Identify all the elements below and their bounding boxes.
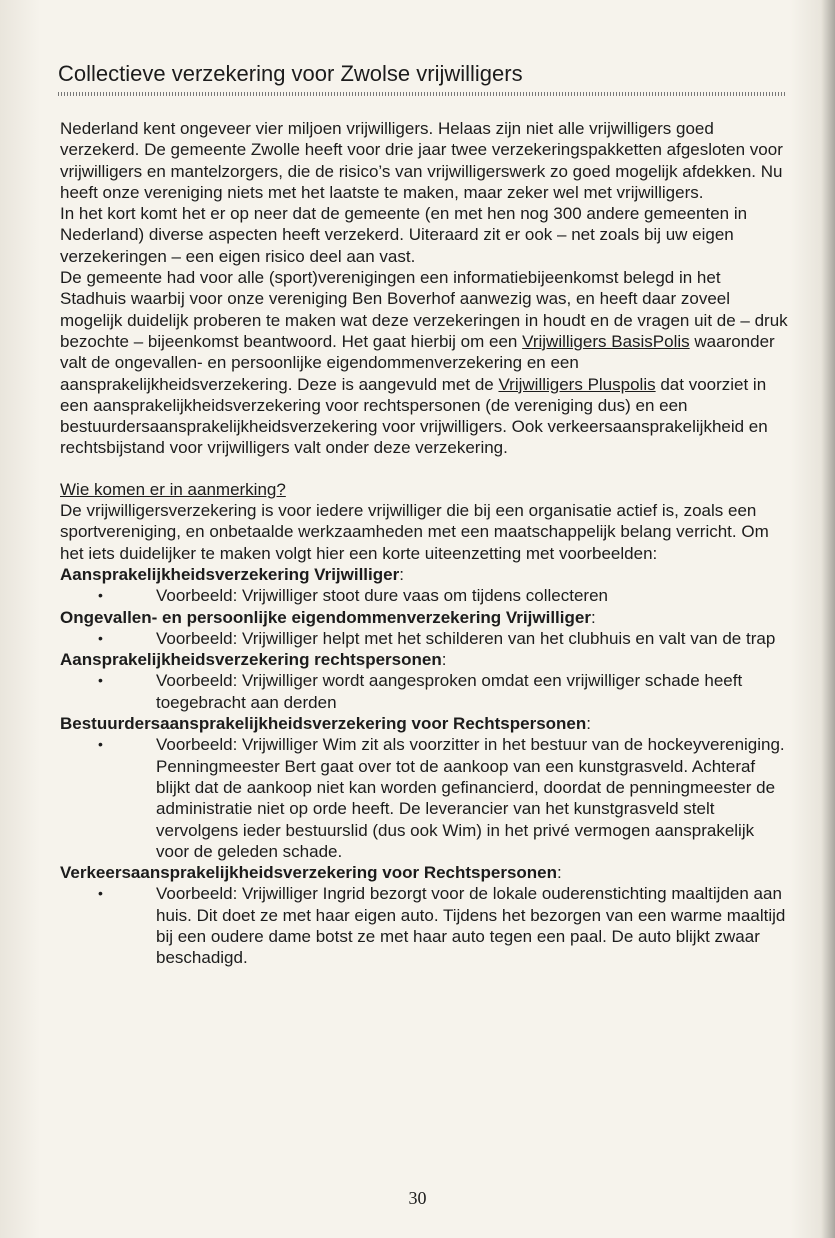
bullet-icon: • xyxy=(98,672,103,689)
basispolis-link[interactable]: Vrijwilligers BasisPolis xyxy=(522,331,690,351)
page-edge-shadow xyxy=(821,0,835,1238)
insurance-term-2 xyxy=(60,607,790,628)
example-text-4: Voorbeeld: Vrijwilliger Wim zit als voorzitter in het bestuur van de hockeyvereniging. Penningmeester Bert gaat over tot de aankoop van een kunstgrasveld. Achteraf blijkt dat de aankoop niet kan worden gefinancierd, doordat de penningmeester de administratie niet op orde heeft. De leverancier van het kunstgrasveld stelt vervolgens ieder bestuurslid (dus ook Wim) in het privé vermogen aansprakelijk voor de geleden schade. xyxy=(156,735,785,861)
pluspolis-link[interactable]: Vrijwilligers Pluspolis xyxy=(498,374,656,394)
title-block xyxy=(58,60,786,96)
paragraph-spacer xyxy=(60,459,790,479)
term-colon: : xyxy=(441,650,447,670)
example-item-2 xyxy=(60,628,790,649)
insurance-term-4-label: Bestuurdersaansprakelijkheidsverzekering voor Rechtspersonen xyxy=(60,714,587,734)
page-number: 30 xyxy=(408,1188,427,1208)
insurance-list xyxy=(60,564,790,969)
term-colon: : xyxy=(586,714,591,734)
insurance-term-4 xyxy=(60,713,790,734)
insurance-term-5-label: Verkeersaansprakelijkheidsverzekering voor Rechtspersonen xyxy=(60,863,558,883)
insurance-term-3 xyxy=(60,649,790,670)
section-heading: Wie komen er in aanmerking? xyxy=(60,479,286,499)
intro-paragraph-2: In het kort komt het er op neer dat de gemeente (en met hen nog 300 andere gemeenten in Nederland) diverse aspecten heeft verzekerd. Uiteraard zit er ook – net zoals bij uw eigen verzekeringen – een eigen risico deel aan vast. xyxy=(60,204,748,266)
bullet-icon: • xyxy=(98,587,103,604)
insurance-term-1-label: Aansprakelijkheidsverzekering Vrijwilliger xyxy=(60,564,400,584)
title-underline-rule xyxy=(58,92,786,96)
intro-paragraph-3 xyxy=(60,267,790,459)
intro-paragraph-1: Nederland kent ongeveer vier miljoen vrijwilligers. Helaas zijn niet alle vrijwilligers goed verzekerd. De gemeente Zwolle heeft voor drie jaar twee verzekeringspakketten afgesloten voor vrijwilligers en mantelzorgers, die de risico’s van vrijwilligerswerk zo goed mogelijk afdekken. Nu heeft onze vereniging niets met het laatste te maken, maar zeker wel met vrijwilligers. xyxy=(60,119,783,202)
intro-paragraph-3-part-a: De gemeente had voor alle (sport)verenigingen een informatiebijeenkomst belegd in het Stadhuis waarbij voor onze vereniging Ben Boverhof aanwezig was, en heeft daar zoveel mogelijk duidelijk proberen te maken wat deze verzekeringen in houdt en de vragen uit de – druk bezochte – bijeenkomst beantwoord. Het gaat hierbij om een xyxy=(60,268,788,351)
insurance-term-3-label: Aansprakelijkheidsverzekering rechtspersonen xyxy=(60,650,442,670)
example-text-3: Voorbeeld: Vrijwilliger wordt aangesproken omdat een vrijwilliger schade heeft toegebracht aan derden xyxy=(156,671,743,712)
term-colon: : xyxy=(399,564,404,584)
example-item-4 xyxy=(60,734,790,862)
example-text-5: Voorbeeld: Vrijwilliger Ingrid bezorgt voor de lokale ouderenstichting maaltijden aan huis. Dit doet ze met haar eigen auto. Tijdens het bezorgen van een warme maaltijd bij een oudere dame botst ze met haar auto tegen een paal. De auto blijkt zwaar beschadigd. xyxy=(156,884,786,968)
bullet-icon: • xyxy=(98,736,103,753)
page-title: Collectieve verzekering voor Zwolse vrijwilligers xyxy=(58,61,523,86)
insurance-term-2-label: Ongevallen- en persoonlijke eigendommenverzekering Vrijwilliger xyxy=(60,607,591,627)
example-text-1: Voorbeeld: Vrijwilliger stoot dure vaas om tijdens collecteren xyxy=(156,586,608,606)
example-text-2: Voorbeeld: Vrijwilliger helpt met het schilderen van het clubhuis en valt van de trap xyxy=(156,628,776,648)
article-body xyxy=(60,118,790,969)
example-item-3 xyxy=(60,670,790,713)
term-colon: : xyxy=(590,607,596,627)
bullet-icon: • xyxy=(98,885,103,902)
section-text: De vrijwilligersverzekering is voor iedere vrijwilliger die bij een organisatie actief is, zoals een sportvereniging, en onbetaalde werkzaamheden met een maatschappelijk belang verricht. Om het iets duidelijker te maken volgt hier een korte uiteenzetting met voorbeelden: xyxy=(60,501,769,563)
bullet-icon: • xyxy=(98,629,103,646)
insurance-term-5 xyxy=(60,862,790,883)
example-item-5 xyxy=(60,883,790,968)
intro-paragraph-3-part-b: waaronder valt de ongevallen- en persoonlijke eigendommenverzekering en een aansprakelijkheidsverzekering. Deze is aangevuld met de xyxy=(60,331,775,394)
intro-paragraph-3-part-c: dat voorziet in een aansprakelijkheidsverzekering voor rechtspersonen (de vereniging dus) en een bestuurdersaansprakelijkheidsverzekering voor vrijwilligers. Ook verkeersaansprakelijkheid en rechtsbijstand voor vrijwilligers valt onder deze verzekering. xyxy=(60,374,768,458)
example-item-1 xyxy=(60,585,790,606)
term-colon: : xyxy=(557,863,562,883)
insurance-term-1 xyxy=(60,564,790,585)
